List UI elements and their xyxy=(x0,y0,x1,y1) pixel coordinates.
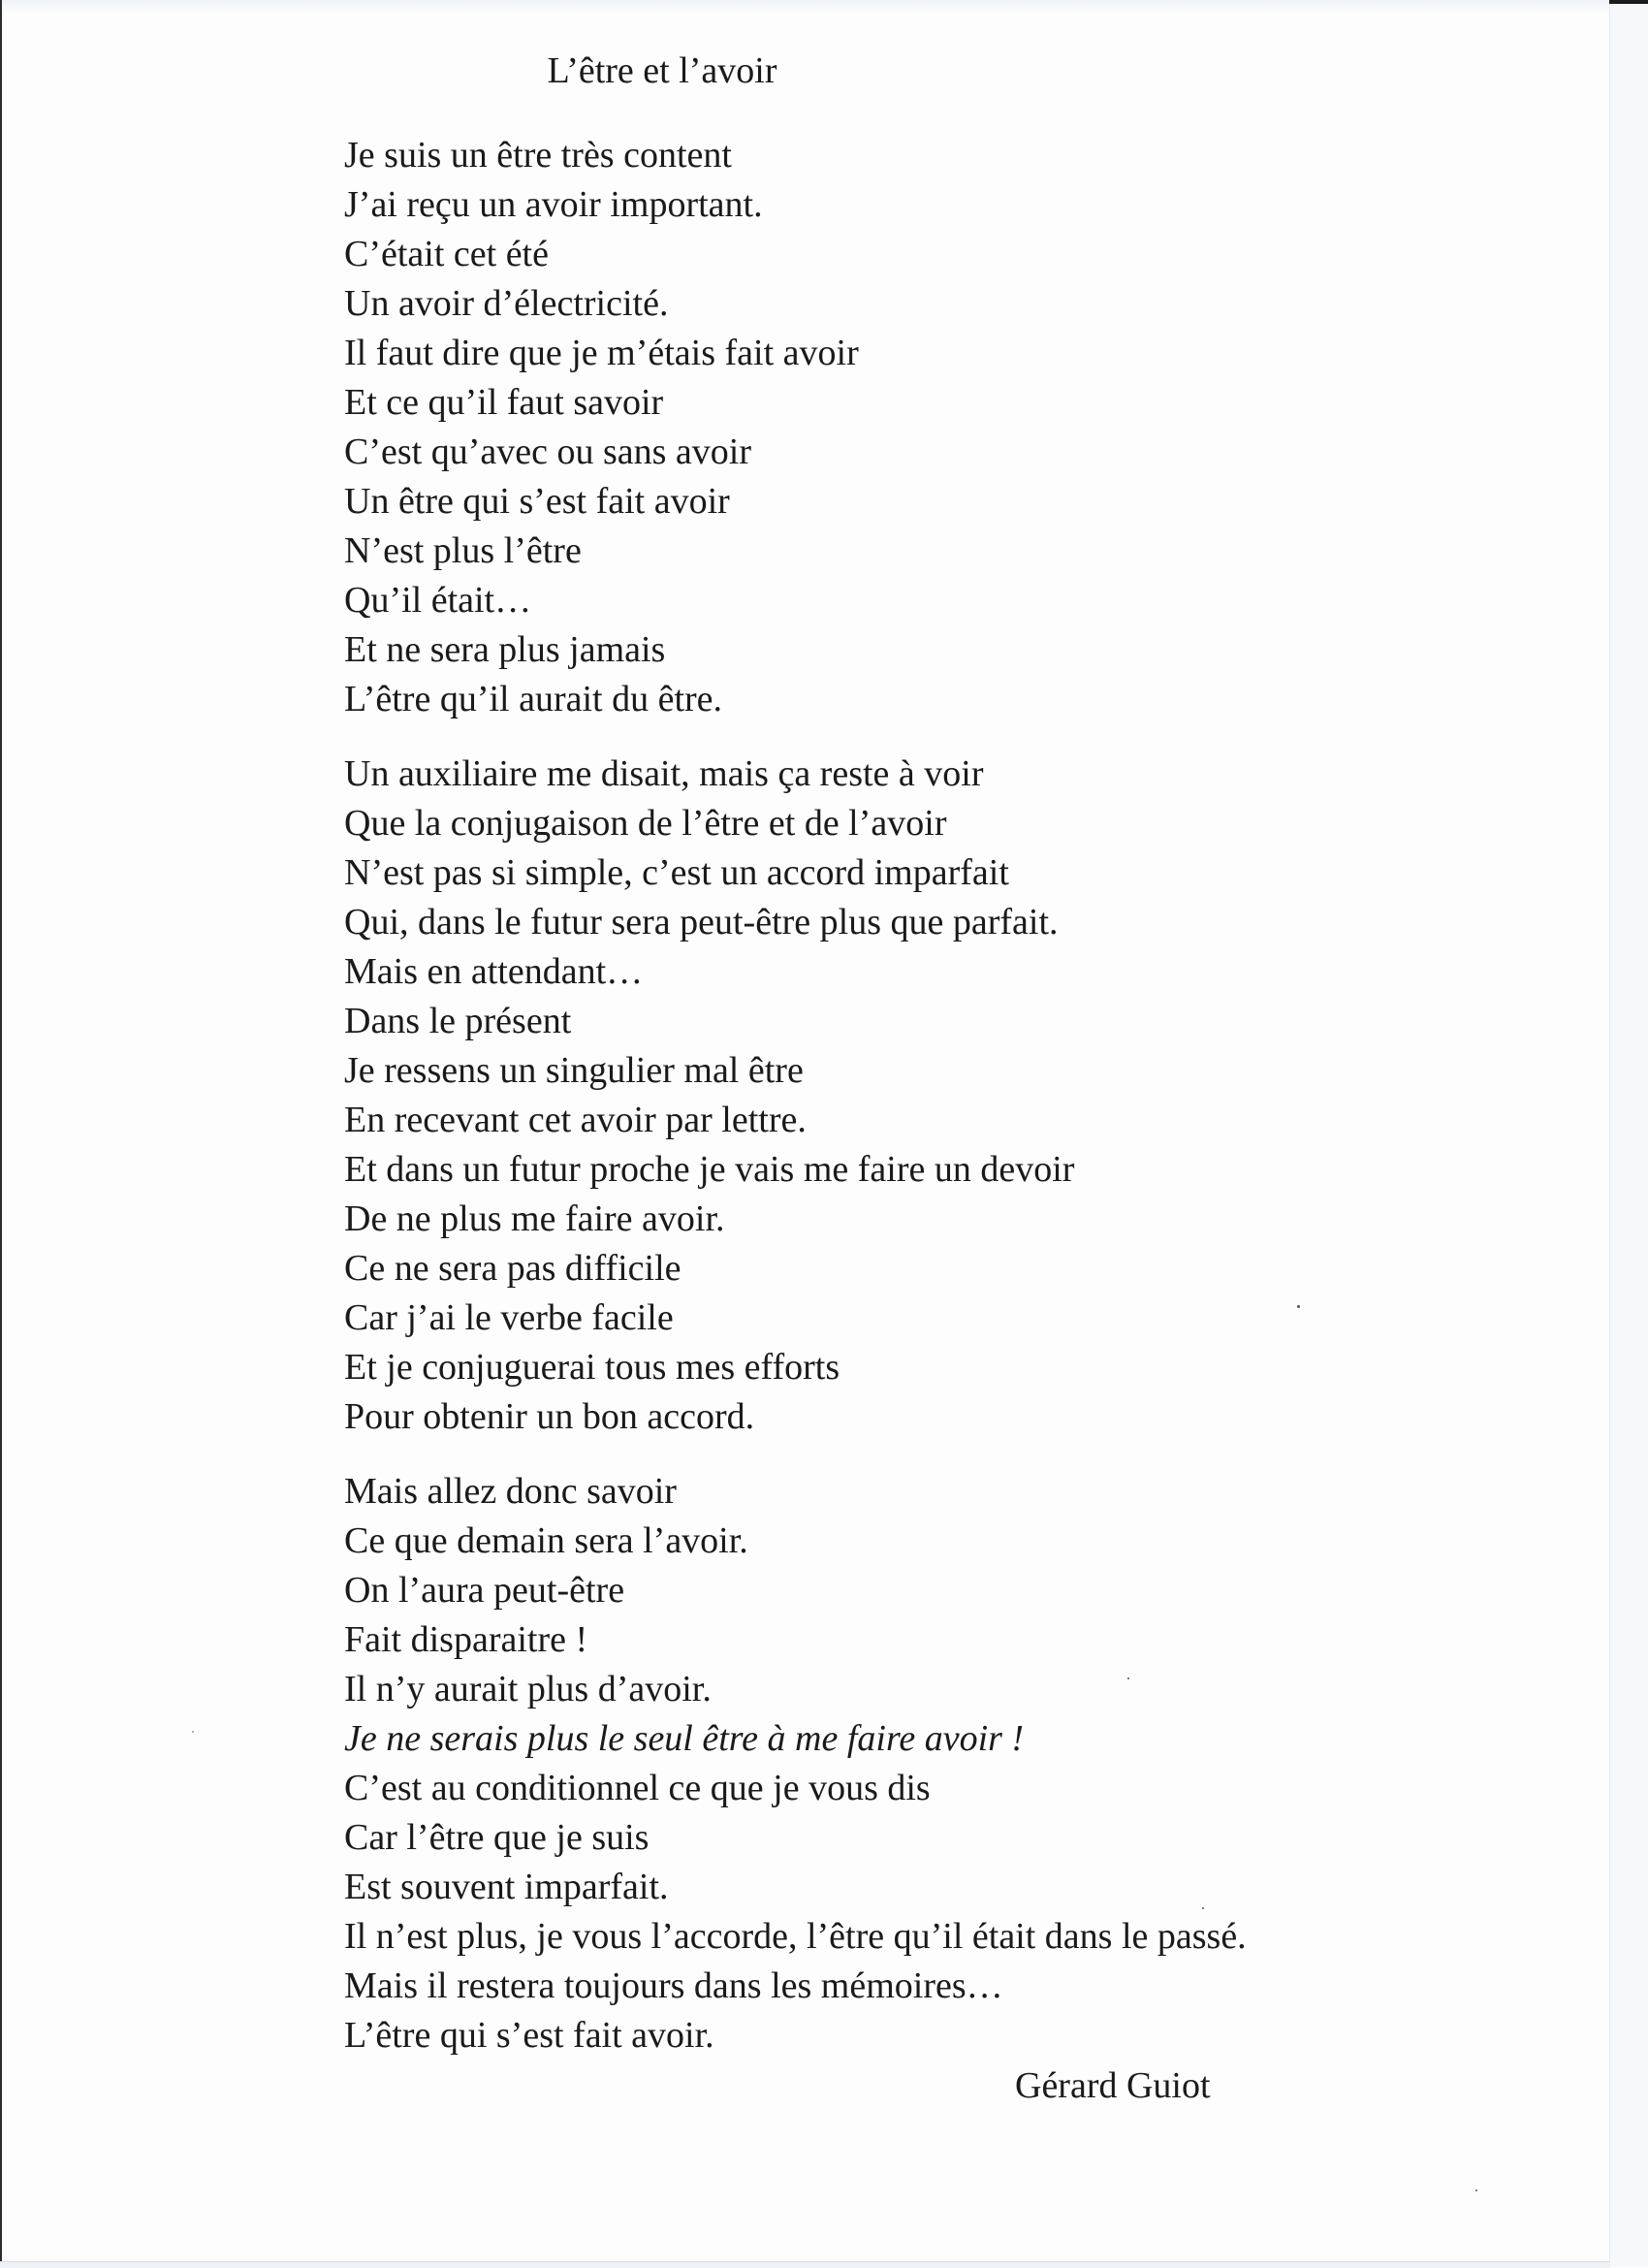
author-signature: Gérard Guiot xyxy=(1015,2065,1211,2106)
poem-line: Mais il restera toujours dans les mémoires… xyxy=(344,1965,1003,2006)
poem-line: C’était cet été xyxy=(344,234,549,274)
poem-line: Qu’il était… xyxy=(344,580,532,621)
poem-body xyxy=(344,131,1247,2086)
poem-line: C’est qu’avec ou sans avoir xyxy=(344,431,751,472)
poem-line: Car l’être que je suis xyxy=(344,1817,650,1858)
poem-line: Que la conjugaison de l’être et de l’avoir xyxy=(344,803,947,844)
stanza-3 xyxy=(344,1467,1247,2060)
poem-line-italic: Je ne serais plus le seul être à me faire avoir ! xyxy=(344,1718,1025,1759)
poem-line: Un être qui s’est fait avoir xyxy=(344,481,730,522)
poem-line: Il n’y aurait plus d’avoir. xyxy=(344,1669,712,1709)
scan-top-right-strip xyxy=(1609,0,1648,4)
poem-line: N’est plus l’être xyxy=(344,530,582,571)
poem-title: L’être et l’avoir xyxy=(547,50,777,91)
poem-line: N’est pas si simple, c’est un accord imparfait xyxy=(344,852,1009,893)
poem-line: En recevant cet avoir par lettre. xyxy=(344,1100,807,1140)
poem-line: Ce ne sera pas difficile xyxy=(344,1248,681,1289)
poem-line: Je suis un être très content xyxy=(344,135,732,176)
poem-line: Il faut dire que je m’étais fait avoir xyxy=(344,333,859,373)
poem-line: Qui, dans le futur sera peut-être plus que parfait. xyxy=(344,902,1059,942)
poem-line: L’être qui s’est fait avoir. xyxy=(344,2015,714,2056)
poem-line: Un auxiliaire me disait, mais ça reste à voir xyxy=(344,753,984,794)
poem-line: Fait disparaitre ! xyxy=(344,1619,588,1660)
poem-line: Et je conjuguerai tous mes efforts xyxy=(344,1347,840,1388)
poem-line: De ne plus me faire avoir. xyxy=(344,1198,725,1239)
poem-line: Dans le présent xyxy=(344,1001,572,1041)
scan-top-haze xyxy=(2,0,1609,14)
scan-left-edge xyxy=(0,0,2,2267)
poem-line: Pour obtenir un bon accord. xyxy=(344,1396,755,1437)
scan-right-margin xyxy=(1609,4,1648,2267)
poem-line: L’être qu’il aurait du être. xyxy=(344,679,723,719)
poem-line: Mais en attendant… xyxy=(344,951,644,992)
poem-line: Je ressens un singulier mal être xyxy=(344,1050,804,1091)
poem-line: Mais allez donc savoir xyxy=(344,1471,677,1512)
scan-speck xyxy=(1475,2189,1477,2191)
poem-line: Et ne sera plus jamais xyxy=(344,629,666,670)
poem-line: On l’aura peut-être xyxy=(344,1570,625,1611)
poem-line: Ce que demain sera l’avoir. xyxy=(344,1520,748,1561)
stanza-1 xyxy=(344,131,1247,724)
poem-line: J’ai reçu un avoir important. xyxy=(344,184,763,225)
scan-speck xyxy=(192,1731,194,1733)
poem-line: Et dans un futur proche je vais me faire un devoir xyxy=(344,1149,1075,1190)
poem-line: Et ce qu’il faut savoir xyxy=(344,382,664,423)
poem-line: Car j’ai le verbe facile xyxy=(344,1297,674,1338)
scan-speck xyxy=(1297,1305,1300,1308)
poem-line: Est souvent imparfait. xyxy=(344,1867,669,1907)
poem-line: C’est au conditionnel ce que je vous dis xyxy=(344,1768,931,1808)
poem-line: Il n’est plus, je vous l’accorde, l’être qu’il était dans le passé. xyxy=(344,1916,1247,1957)
stanza-2 xyxy=(344,750,1247,1442)
poem-line: Un avoir d’électricité. xyxy=(344,283,669,324)
